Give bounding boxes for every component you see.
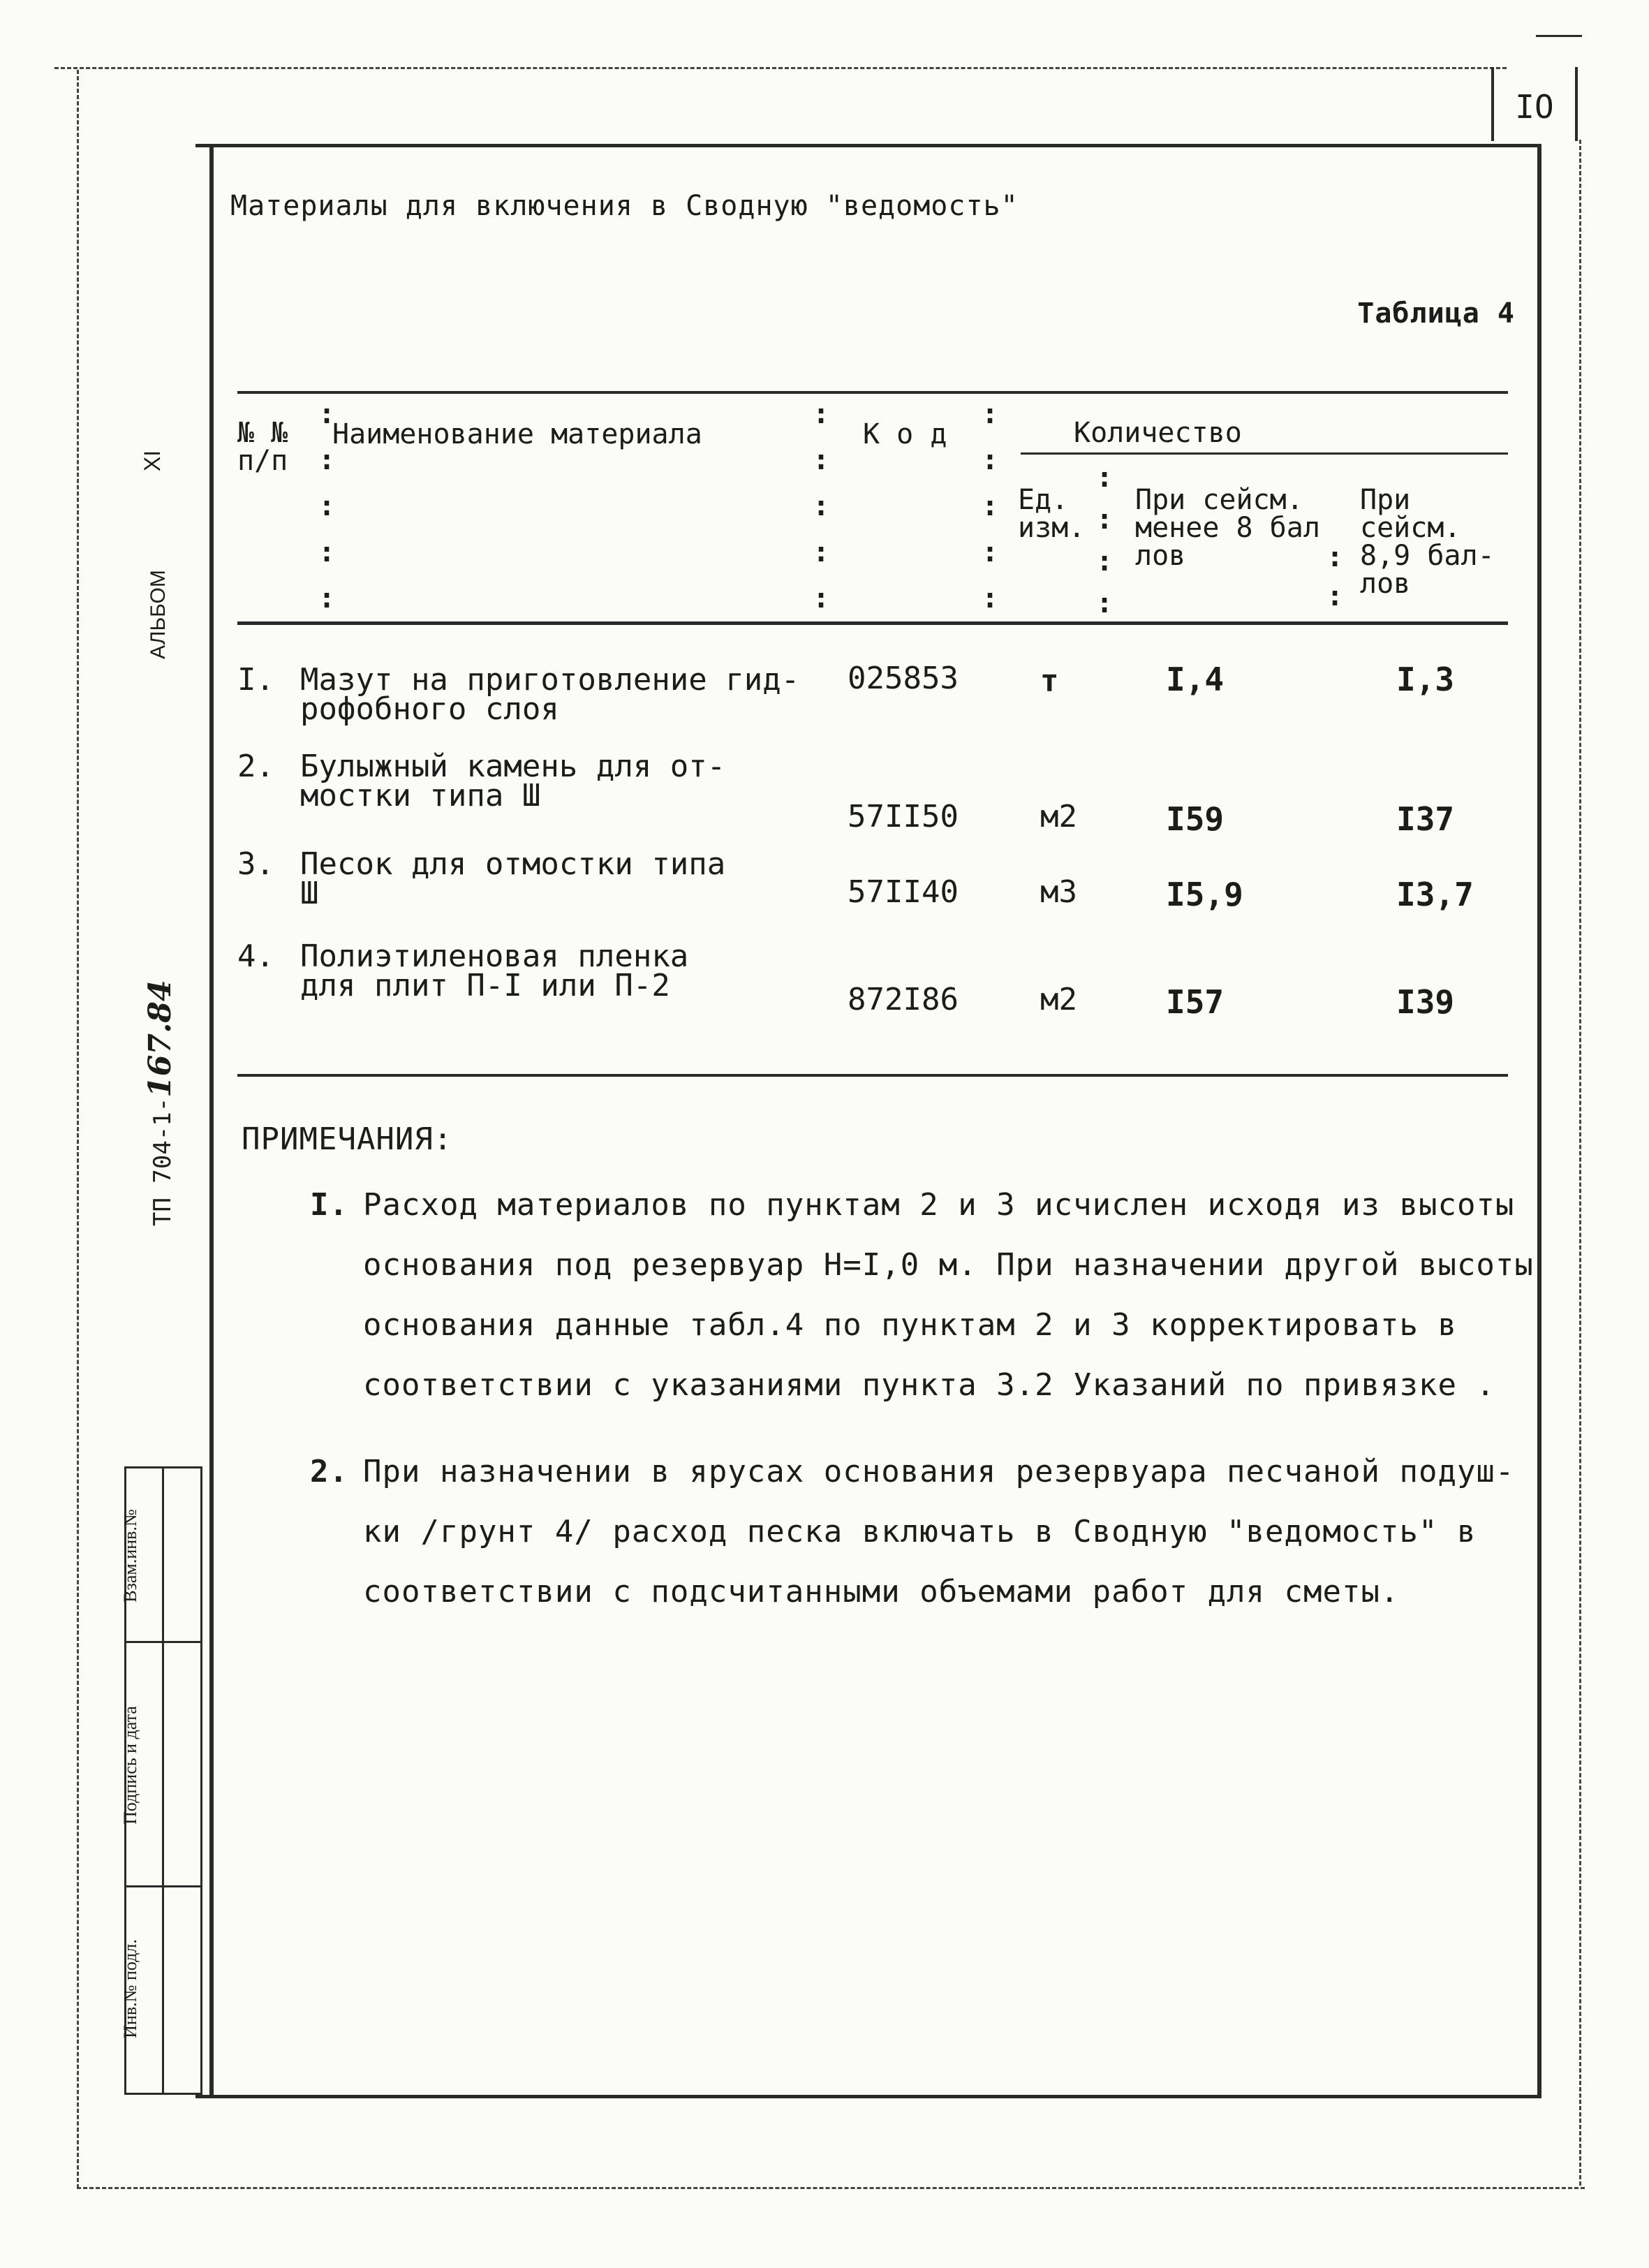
header-over8: При сейсм. 8,9 бал- лов <box>1360 484 1495 600</box>
row-3-unit: м3 <box>1040 874 1077 910</box>
inner-frame-left <box>209 144 214 2098</box>
row-1-name-line-1: Мазут на приготовление гид- <box>300 662 800 698</box>
table-label: Таблица 4 <box>1357 297 1515 330</box>
note-1-line-4: соответствии с указаниями пункта 3.2 Указаний по привязке . <box>363 1367 1495 1403</box>
row-2-name-line-2: мостки типа Ш <box>300 778 541 813</box>
col-sep-5: : : <box>1326 541 1344 612</box>
header-bottom-rule <box>237 621 1508 625</box>
row-1-code: 025853 <box>848 661 959 696</box>
row-3-over8: I3,7 <box>1396 876 1474 913</box>
note-1-line-3: основания данные табл.4 по пунктам 2 и 3 корректировать в <box>363 1307 1457 1343</box>
notes-heading: ПРИМЕЧАНИЯ: <box>242 1121 453 1157</box>
row-4-under8: I57 <box>1166 983 1225 1021</box>
stamp-box-sep-2 <box>124 1885 202 1887</box>
outer-frame-left <box>77 70 79 2188</box>
col-sep-4: : : : : <box>1096 462 1114 619</box>
row-3-num: 3. <box>237 846 274 882</box>
row-4-name-line-2: для плит П-I или П-2 <box>300 968 670 1003</box>
page-number-box-right <box>1575 67 1578 141</box>
note-2-line-3: соответствии с подсчитанными объемами работ для сметы. <box>363 1574 1400 1610</box>
row-4-code: 872I86 <box>848 982 959 1017</box>
outer-frame-top <box>54 67 1507 69</box>
note-1-line-2: основания под резервуар Н=I,0 м. При назначении другой высоты <box>363 1247 1534 1283</box>
row-1-unit: т <box>1040 663 1059 699</box>
stamp-label-replace: Взам.инв.№ <box>120 1509 140 1603</box>
row-2-num: 2. <box>237 749 274 784</box>
row-2-under8: I59 <box>1166 800 1225 838</box>
album-number: XI <box>140 450 165 472</box>
page-number: IO <box>1515 88 1554 126</box>
note-2-line-1: При назначении в ярусах основания резервуара песчаной подуш- <box>363 1454 1515 1489</box>
project-code: ТП 704-1-167.84 <box>142 980 178 1226</box>
row-3-code: 57II40 <box>848 874 959 910</box>
top-right-rule <box>1536 35 1582 37</box>
row-2-name-line-1: Булыжный камень для от- <box>300 749 726 784</box>
inner-frame-top <box>195 144 1541 147</box>
stamp-label-signature: Подпись и дата <box>120 1706 140 1825</box>
inner-frame-bottom <box>195 2095 1541 2098</box>
header-code: К о д <box>863 418 947 450</box>
row-4-name-line-1: Полиэтиленовая пленка <box>300 938 689 974</box>
note-2-num: 2. <box>310 1454 348 1489</box>
page-title: Материалы для включения в Сводную "ведомость" <box>230 190 1019 222</box>
col-sep-2: : : : : : <box>813 398 830 614</box>
header-quantity: Количество <box>1074 417 1242 449</box>
note-1-num: I. <box>310 1187 348 1223</box>
row-2-unit: м2 <box>1040 799 1077 834</box>
row-4-num: 4. <box>237 938 274 974</box>
outer-frame-bottom <box>77 2187 1585 2189</box>
row-1-over8: I,3 <box>1396 661 1455 698</box>
row-1-under8: I,4 <box>1166 661 1225 698</box>
outer-frame-right <box>1579 140 1581 2186</box>
row-3-under8: I5,9 <box>1166 876 1243 913</box>
note-1-line-1: Расход материалов по пунктам 2 и 3 исчислен исходя из высоты <box>363 1187 1515 1223</box>
row-1-num: I. <box>237 662 274 698</box>
qty-group-rule <box>1021 452 1508 455</box>
stamp-box-divider <box>162 1466 164 2095</box>
row-3-name-line-2: Ш <box>300 876 319 911</box>
table-top-rule <box>237 391 1508 394</box>
project-number-handwritten: 167.84 <box>142 980 178 1098</box>
header-unit: Ед. изм. <box>1018 484 1086 544</box>
row-4-unit: м2 <box>1040 982 1077 1017</box>
row-2-over8: I37 <box>1396 800 1455 838</box>
stamp-label-inv: Инв.№ подл. <box>120 1939 140 2038</box>
header-name: Наименование материала <box>332 418 702 450</box>
table-bottom-rule <box>237 1074 1508 1077</box>
row-2-code: 57II50 <box>848 799 959 834</box>
inner-frame-right <box>1537 144 1541 2098</box>
col-sep-1: : : : : : <box>318 398 336 614</box>
header-under8: При сейсм. менее 8 бал лов <box>1135 484 1320 572</box>
row-4-over8: I39 <box>1396 983 1455 1021</box>
row-3-name-line-1: Песок для отмостки типа <box>300 846 726 882</box>
note-2-line-2: ки /грунт 4/ расход песка включать в Сводную "ведомость" в <box>363 1514 1477 1549</box>
row-1-name-line-2: рофобного слоя <box>300 691 559 727</box>
header-num: № № п/п <box>237 417 288 477</box>
col-sep-3: : : : : : <box>982 398 999 614</box>
page-number-box-left <box>1491 67 1494 141</box>
album-label: АЛЬБОМ <box>147 570 170 659</box>
